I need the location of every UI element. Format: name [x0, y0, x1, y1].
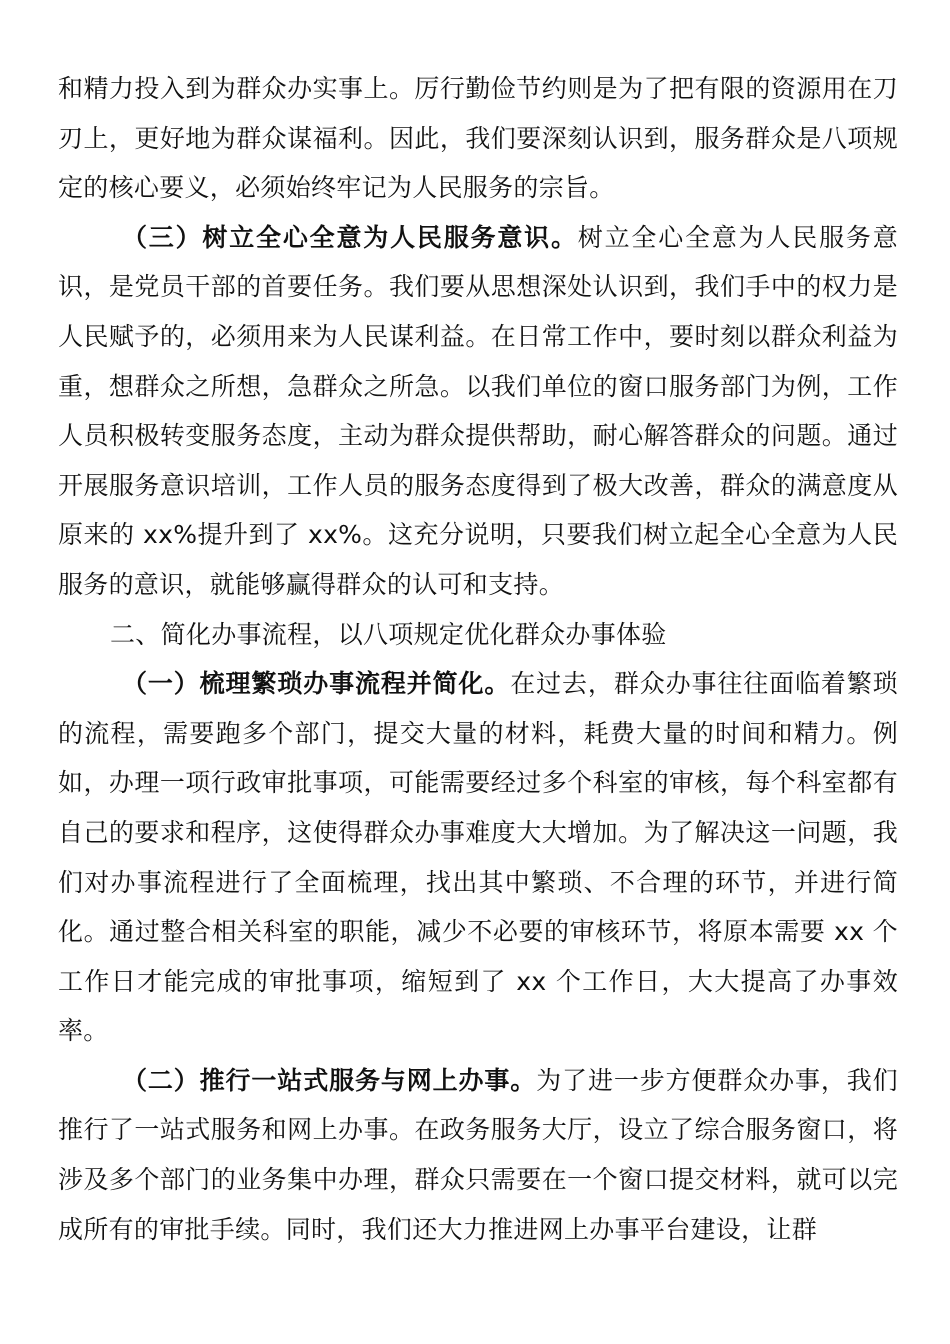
- paragraph-continuation: [58, 64, 898, 213]
- paragraph-heading: （二）推行一站式服务与网上办事。: [122, 1065, 537, 1095]
- paragraph-text: 在过去，群众办事往往面临着繁琐的流程，需要跑多个部门，提交大量的材料，耗费大量的时间和精力。例如，办理一项行政审批事项，可能需要经过多个科室的审核，每个科室都有自己的要求和程序，这使得群众办事难度大大增加。为了解决这一问题，我们对办事流程进行了全面梳理，找出其中繁琐、不合理的环节，并进行简化。通过整合相关科室的职能，减少不必要的审核环节，将原本需要 xx 个工作日才能完成的审批事项，缩短到了 xx 个工作日，大大提高了办事效率。: [58, 669, 898, 1046]
- paragraph-heading: （一）梳理繁琐办事流程并简化。: [122, 669, 511, 699]
- paragraph-one-stop-service: [58, 1056, 898, 1254]
- section-title: 二、简化办事流程，以八项规定优化群众办事体验: [110, 619, 667, 649]
- paragraph-heading: （三）树立全心全意为人民服务意识。: [122, 222, 578, 252]
- paragraph-service-awareness: [58, 213, 898, 610]
- document-body: [58, 64, 898, 1254]
- paragraph-text: 和精力投入到为群众办实事上。厉行勤俭节约则是为了把有限的资源用在刀刃上，更好地为群众谋福利。因此，我们要深刻认识到，服务群众是八项规定的核心要义，必须始终牢记为人民服务的宗旨。: [58, 74, 898, 203]
- paragraph-text: 为了进一步方便群众办事，我们推行了一站式服务和网上办事。在政务服务大厅，设立了综合服务窗口，将涉及多个部门的业务集中办理，群众只需要在一个窗口提交材料，就可以完成所有的审批手续。同时，我们还大力推进网上办事平台建设，让群: [58, 1065, 898, 1244]
- paragraph-text: 树立全心全意为人民服务意识，是党员干部的首要任务。我们要从思想深处认识到，我们手中的权力是人民赋予的，必须用来为人民谋利益。在日常工作中，要时刻以群众利益为重，想群众之所想，急群众之所急。以我们单位的窗口服务部门为例，工作人员积极转变服务态度，主动为群众提供帮助，耐心解答群众的问题。通过开展服务意识培训，工作人员的服务态度得到了极大改善，群众的满意度从原来的 xx%提升到了 xx%。这充分说明，只要我们树立起全心全意为人民服务的意识，就能够赢得群众的认可和支持。: [58, 222, 898, 599]
- paragraph-simplify-process: [58, 659, 898, 1056]
